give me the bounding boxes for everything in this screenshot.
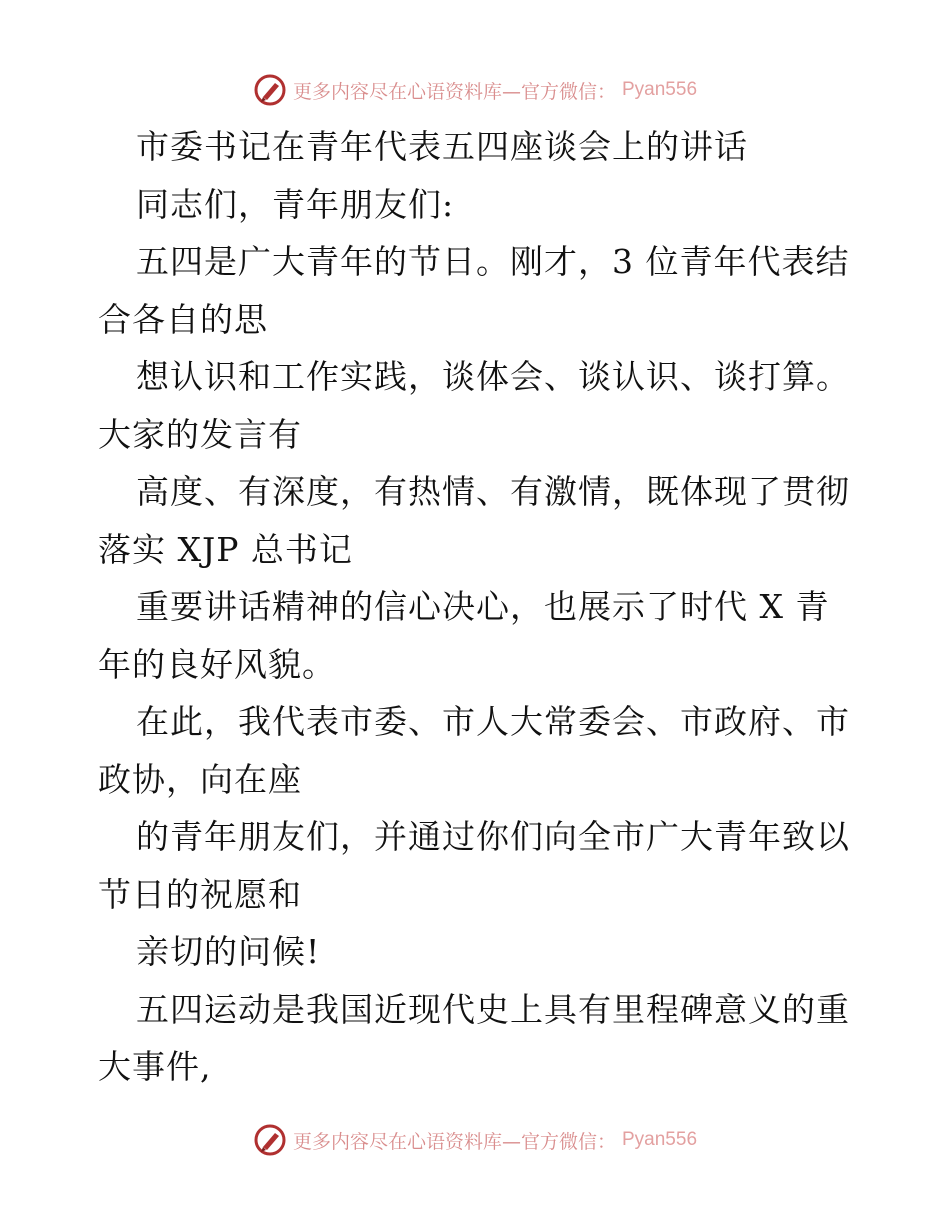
banner-wechat-id: Pyan556 (622, 1129, 698, 1150)
text-line: 市委书记在青年代表五四座谈会上的讲话 (136, 127, 748, 166)
header-banner (0, 70, 950, 110)
text-line: 亲切的问候! (136, 932, 321, 971)
text-line: 政协，向在座 (98, 759, 302, 799)
pen-logo-icon (253, 1123, 287, 1157)
document-body (98, 118, 858, 1096)
text-line: 年的良好风貌。 (98, 644, 336, 684)
text-line: 五四运动是我国近现代史上具有里程碑意义的重 (136, 989, 850, 1029)
pen-logo-icon (253, 73, 287, 107)
banner-inner (253, 1123, 697, 1157)
text-line: 五四是广大青年的节日。刚才，3 位青年代表结 (136, 242, 850, 281)
banner-text: 更多内容尽在心语资料库—官方微信： (292, 1130, 616, 1153)
text-line: 节日的祝愿和 (98, 874, 302, 914)
text-line: 想认识和工作实践，谈体会、谈认识、谈打算。 (136, 357, 850, 396)
banner-text: 更多内容尽在心语资料库—官方微信： (292, 80, 616, 103)
banner-inner (253, 73, 697, 107)
text-line: 大家的发言有 (98, 414, 302, 454)
text-line: 同志们，青年朋友们: (136, 184, 455, 224)
banner-wechat-id: Pyan556 (622, 79, 698, 100)
text-line: 高度、有深度，有热情、有激情，既体现了贯彻 (136, 472, 850, 511)
text-line: 落实 XJP 总书记 (98, 529, 353, 569)
text-line: 合各自的思 (98, 299, 268, 339)
text-line: 在此，我代表市委、市人大常委会、市政府、市 (136, 702, 850, 741)
text-line: 大事件, (98, 1047, 212, 1086)
footer-banner (0, 1120, 950, 1160)
text-line: 重要讲话精神的信心决心，也展示了时代 X 青 (136, 587, 830, 626)
text-line: 的青年朋友们，并通过你们向全市广大青年致以 (136, 817, 850, 856)
